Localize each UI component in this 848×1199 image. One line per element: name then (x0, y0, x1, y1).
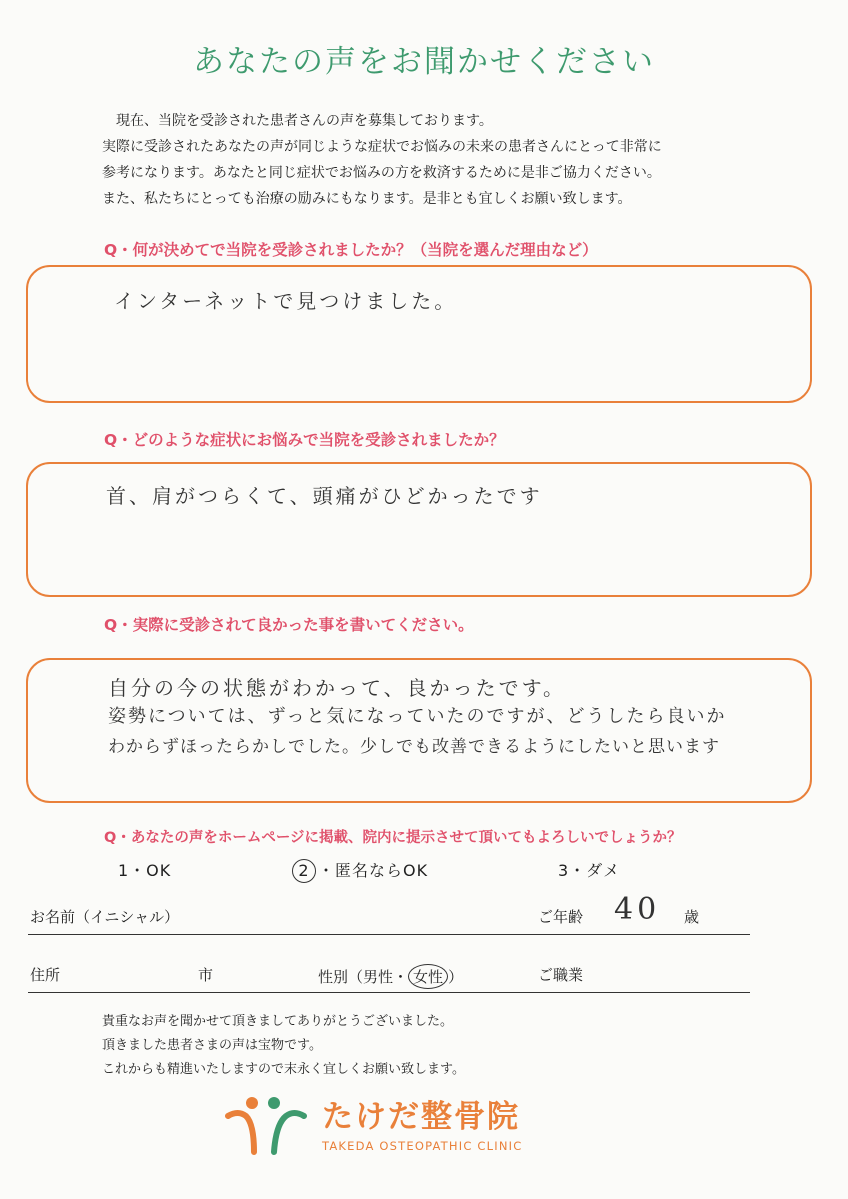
consent-option-anonymous[interactable] (292, 858, 428, 883)
job-label: ご職業 (538, 966, 584, 984)
selected-circle-mark (292, 859, 316, 883)
age-value[interactable]: 40 (614, 892, 661, 927)
logo-figure-orange (228, 1113, 254, 1152)
footer-line: これからも精進いたしますので末永く宜しくお願い致します。 (102, 1062, 465, 1077)
answer-box-3[interactable] (26, 658, 812, 803)
brand-name-jp: たけだ整骨院 (322, 1099, 520, 1135)
logo-head-green (268, 1097, 280, 1109)
logo-figure-green (274, 1113, 304, 1152)
gender-female-circled[interactable] (408, 964, 448, 989)
page-title: あなたの声をお聞かせください (193, 44, 655, 80)
answer-1-line: インターネットで見つけました。 (114, 289, 458, 313)
question-1: Q・何が決めてで当院を受診されましたか？（当院を選んだ理由など） (104, 241, 598, 259)
footer-line: 頂きました患者さまの声は宝物です。 (102, 1038, 322, 1053)
footer-text (102, 1010, 465, 1082)
gender-label: 性別（ (318, 968, 364, 986)
gender-close: ） (448, 968, 464, 986)
age-label: ご年齢 (538, 908, 584, 926)
address-row-line (28, 992, 750, 993)
brand-name-en: TAKEDA OSTEOPATHIC CLINIC (322, 1139, 523, 1153)
intro-line: また、私たちにとっても治療の励みにもなります。是非とも宜しくお願い致します。 (102, 191, 632, 207)
city-label: 市 (198, 966, 214, 984)
age-unit: 歳 (684, 908, 700, 926)
answer-3-line: 姿勢については、ずっと気になっていたのですが、どうしたら良いか (108, 706, 727, 727)
name-label: お名前（イニシャル） (30, 908, 180, 926)
gender-female: 女性 (413, 968, 444, 986)
address-label: 住所 (30, 966, 61, 984)
answer-2-line: 首、肩がつらくて、頭痛がひどかったです (106, 484, 543, 508)
intro-line: 実際に受診されたあなたの声が同じような症状でお悩みの未来の患者さんにとって非常に (102, 139, 662, 155)
logo-head-orange (246, 1097, 258, 1109)
intro-line: 参考になります。あなたと同じ症状でお悩みの方を救済するために是非ご協力ください。 (102, 165, 661, 181)
name-row-line (28, 934, 750, 935)
consent-option-anonymous-label: ・匿名ならOK (318, 861, 429, 880)
intro-text (102, 108, 782, 212)
question-3: Q・実際に受診されて良かった事を書いてください。 (104, 616, 474, 634)
gender-field[interactable] (318, 964, 463, 989)
gender-separator: ・ (393, 968, 409, 986)
answer-box-2[interactable] (26, 462, 812, 597)
answer-3-line: 自分の今の状態がわかって、良かったです。 (108, 676, 566, 700)
footer-line: 貴重なお声を聞かせて頂きましてありがとうございました。 (102, 1014, 454, 1029)
answer-3-line: わからずほったらかしでした。少しでも改善できるようにしたいと思います (108, 737, 720, 757)
consent-option-no[interactable]: 3・ダメ (558, 861, 621, 880)
consent-question: Q・あなたの声をホームページに掲載、院内に提示させて頂いてもよろしいでしょうか？ (104, 830, 682, 846)
answer-box-1[interactable] (26, 265, 812, 403)
consent-option-ok[interactable]: 1・OK (118, 861, 172, 880)
gender-male[interactable]: 男性 (363, 968, 394, 986)
people-figures-logo-icon (224, 1094, 308, 1156)
consent-option-number: 2 (298, 861, 310, 880)
intro-line: 現在、当院を受診された患者さんの声を募集しております。 (102, 113, 493, 129)
question-2: Q・どのような症状にお悩みで当院を受診されましたか？ (104, 431, 505, 449)
